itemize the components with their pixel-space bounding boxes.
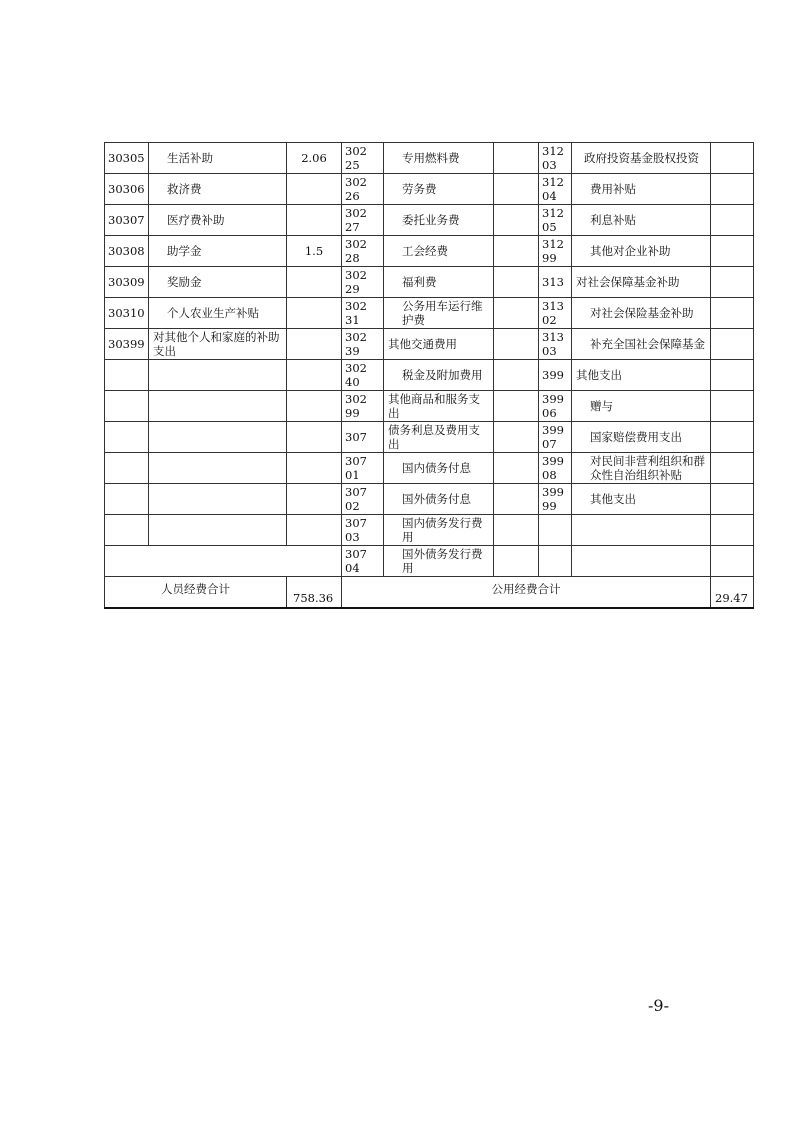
- public-item-name: 其他商品和服务支出: [384, 391, 494, 422]
- personnel-code-cell: 30307: [105, 205, 149, 236]
- expense-table: [104, 142, 754, 609]
- other-code-cell: 313 02: [539, 298, 572, 329]
- public-item-name: 劳务费: [384, 174, 494, 205]
- other-item-name: 对社会保障基金补助: [572, 267, 711, 298]
- personnel-code-cell: 30306: [105, 174, 149, 205]
- other-amount: [711, 422, 754, 453]
- personnel-amount: [287, 267, 342, 298]
- public-item-name: 专用燃料费: [384, 143, 494, 174]
- public-item-name: 委托业务费: [384, 205, 494, 236]
- personnel-amount: [287, 453, 342, 484]
- other-code-cell: 399 08: [539, 453, 572, 484]
- public-code-cell: 302 26: [342, 174, 384, 205]
- public-code-cell: 307 04: [342, 546, 384, 577]
- public-code-cell: 302 25: [342, 143, 384, 174]
- personnel-item-name: 个人农业生产补贴: [149, 298, 287, 329]
- other-amount: [711, 360, 754, 391]
- personnel-item-name: [149, 453, 287, 484]
- public-amount: [494, 236, 539, 267]
- public-code-cell: 307: [342, 422, 384, 453]
- other-code-cell: 312 05: [539, 205, 572, 236]
- other-amount: [711, 174, 754, 205]
- public-item-name: 国外债务付息: [384, 484, 494, 515]
- table-row: [105, 515, 754, 546]
- other-item-name: 利息补贴: [572, 205, 711, 236]
- public-item-name: 国外债务发行费用: [384, 546, 494, 577]
- other-code-cell: 313 03: [539, 329, 572, 360]
- public-amount: [494, 484, 539, 515]
- public-amount: [494, 453, 539, 484]
- personnel-amount: [287, 205, 342, 236]
- other-amount: [711, 515, 754, 546]
- table-row: [105, 267, 754, 298]
- other-code-cell: [539, 515, 572, 546]
- personnel-item-name: 奖励金: [149, 267, 287, 298]
- personnel-code-cell: 30310: [105, 298, 149, 329]
- other-code-cell: 313: [539, 267, 572, 298]
- table-row: [105, 205, 754, 236]
- public-code-cell: 302 39: [342, 329, 384, 360]
- personnel-code-cell: 30308: [105, 236, 149, 267]
- public-amount: [494, 422, 539, 453]
- personnel-amount: 2.06: [287, 143, 342, 174]
- personnel-code-cell: 30305: [105, 143, 149, 174]
- table-row: [105, 236, 754, 267]
- table-row: [105, 546, 754, 577]
- public-item-name: 公务用车运行维护费: [384, 298, 494, 329]
- table-row: [105, 174, 754, 205]
- personnel-code-cell: [105, 484, 149, 515]
- public-amount: [494, 329, 539, 360]
- personnel-code-cell: [105, 515, 149, 546]
- personnel-item-name: [149, 422, 287, 453]
- other-code-cell: 312 99: [539, 236, 572, 267]
- public-amount: [494, 515, 539, 546]
- personnel-code-cell: [105, 422, 149, 453]
- public-item-name: 福利费: [384, 267, 494, 298]
- personnel-amount: [287, 422, 342, 453]
- public-item-name: 国内债务发行费用: [384, 515, 494, 546]
- personnel-amount: [287, 391, 342, 422]
- public-amount: [494, 546, 539, 577]
- personnel-item-name: 生活补助: [149, 143, 287, 174]
- public-code-cell: 307 03: [342, 515, 384, 546]
- public-amount: [494, 298, 539, 329]
- other-item-name: 赠与: [572, 391, 711, 422]
- personnel-amount: [287, 515, 342, 546]
- other-amount: [711, 453, 754, 484]
- public-code-cell: 307 01: [342, 453, 384, 484]
- other-item-name: 其他支出: [572, 360, 711, 391]
- other-item-name: 补充全国社会保障基金: [572, 329, 711, 360]
- personnel-item-name: [149, 391, 287, 422]
- personnel-amount: [287, 298, 342, 329]
- personnel-total-label: 人员经费合计: [105, 577, 287, 608]
- other-item-name: 政府投资基金股权投资: [572, 143, 711, 174]
- personnel-code-cell: [105, 453, 149, 484]
- public-code-cell: 302 31: [342, 298, 384, 329]
- other-amount: [711, 143, 754, 174]
- personnel-item-name: 救济费: [149, 174, 287, 205]
- public-item-name: 其他交通费用: [384, 329, 494, 360]
- other-amount: [711, 484, 754, 515]
- other-amount: [711, 391, 754, 422]
- public-code-cell: 302 99: [342, 391, 384, 422]
- personnel-amount: [287, 484, 342, 515]
- personnel-item-name: [149, 515, 287, 546]
- other-amount: [711, 267, 754, 298]
- other-amount: [711, 298, 754, 329]
- other-code-cell: [539, 546, 572, 577]
- table-row: [105, 422, 754, 453]
- public-code-cell: 302 29: [342, 267, 384, 298]
- public-code-cell: 302 27: [342, 205, 384, 236]
- table-row: [105, 360, 754, 391]
- personnel-total-amount: 758.36: [287, 577, 342, 608]
- personnel-item-name: 助学金: [149, 236, 287, 267]
- table-row: [105, 391, 754, 422]
- public-amount: [494, 360, 539, 391]
- other-item-name: 费用补贴: [572, 174, 711, 205]
- other-item-name: [572, 515, 711, 546]
- public-item-name: 国内债务付息: [384, 453, 494, 484]
- other-amount: [711, 329, 754, 360]
- other-item-name: 对社会保险基金补助: [572, 298, 711, 329]
- other-code-cell: 312 04: [539, 174, 572, 205]
- public-code-cell: 307 02: [342, 484, 384, 515]
- table-row: [105, 453, 754, 484]
- other-item-name: 其他支出: [572, 484, 711, 515]
- public-total-amount: 29.47: [711, 577, 754, 608]
- other-amount: [711, 205, 754, 236]
- other-item-name: 对民间非营利组织和群众性自治组织补贴: [572, 453, 711, 484]
- public-total-label: 公用经费合计: [342, 577, 711, 608]
- personnel-item-name: 医疗费补助: [149, 205, 287, 236]
- other-code-cell: 399 06: [539, 391, 572, 422]
- personnel-item-name: [149, 484, 287, 515]
- other-code-cell: 399 99: [539, 484, 572, 515]
- public-code-cell: 302 40: [342, 360, 384, 391]
- public-amount: [494, 143, 539, 174]
- table-row: [105, 143, 754, 174]
- other-amount: [711, 236, 754, 267]
- public-amount: [494, 391, 539, 422]
- public-amount: [494, 174, 539, 205]
- page-number: -9-: [648, 996, 669, 1015]
- other-item-name: 国家赔偿费用支出: [572, 422, 711, 453]
- personnel-amount: [287, 329, 342, 360]
- public-amount: [494, 267, 539, 298]
- personnel-amount: [287, 360, 342, 391]
- table-row: [105, 298, 754, 329]
- other-code-cell: 399 07: [539, 422, 572, 453]
- public-code-cell: 302 28: [342, 236, 384, 267]
- blank-merged-cell: [105, 546, 342, 577]
- personnel-code-cell: 30309: [105, 267, 149, 298]
- other-code-cell: 312 03: [539, 143, 572, 174]
- other-item-name: 其他对企业补助: [572, 236, 711, 267]
- personnel-code-cell: [105, 360, 149, 391]
- public-item-name: 税金及附加费用: [384, 360, 494, 391]
- table-row: [105, 329, 754, 360]
- personnel-item-name: [149, 360, 287, 391]
- other-item-name: [572, 546, 711, 577]
- totals-row: [105, 577, 754, 608]
- personnel-item-name: 对其他个人和家庭的补助支出: [149, 329, 287, 360]
- other-amount: [711, 546, 754, 577]
- public-amount: [494, 205, 539, 236]
- public-item-name: 债务利息及费用支出: [384, 422, 494, 453]
- personnel-code-cell: [105, 391, 149, 422]
- personnel-code-cell: 30399: [105, 329, 149, 360]
- public-item-name: 工会经费: [384, 236, 494, 267]
- table-row: [105, 484, 754, 515]
- personnel-amount: 1.5: [287, 236, 342, 267]
- personnel-amount: [287, 174, 342, 205]
- other-code-cell: 399: [539, 360, 572, 391]
